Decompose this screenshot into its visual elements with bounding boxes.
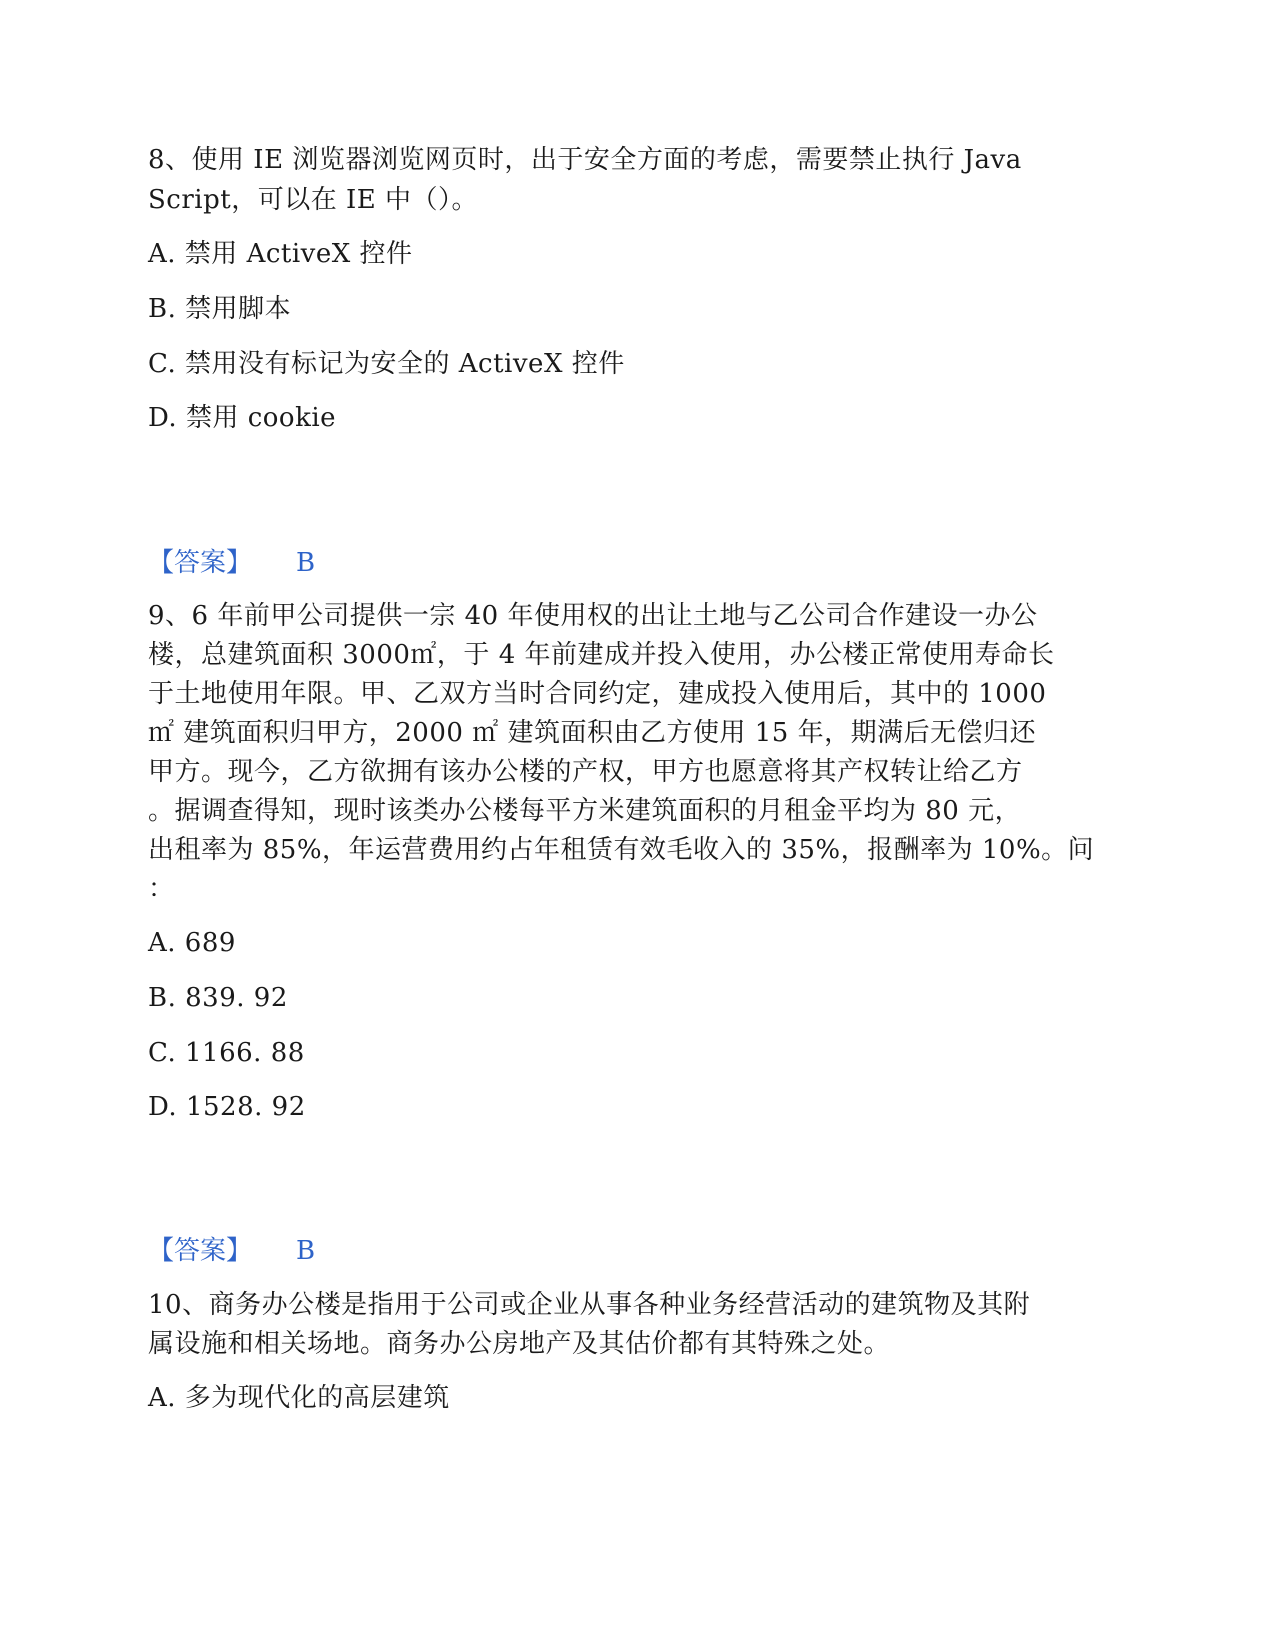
answer-9 [148, 1233, 315, 1269]
answer-9-value: B [296, 1236, 316, 1266]
question-10-option-a: A. 多为现代化的高层建筑 [148, 1383, 450, 1413]
question-9-option-b: B. 839. 92 [148, 983, 288, 1013]
question-8-option-b: B. 禁用脚本 [148, 294, 292, 324]
question-9-line-6: 。据调查得知，现时该类办公楼每平方米建筑面积的月租金平均为 80 元， [148, 796, 1022, 826]
answer-9-label: 【答案】 [148, 1236, 253, 1266]
question-8-option-a: A. 禁用 ActiveX 控件 [148, 239, 413, 269]
question-9-line-4: ㎡ 建筑面积归甲方，2000 ㎡ 建筑面积由乙方使用 15 年，期满后无偿归还 [148, 718, 1037, 748]
question-9-line-1: 9、6 年前甲公司提供一宗 40 年使用权的出让土地与乙公司合作建设一办公 [148, 601, 1038, 631]
question-9-line-8: ： [148, 874, 175, 904]
question-8-option-c: C. 禁用没有标记为安全的 ActiveX 控件 [148, 349, 625, 379]
question-8-line-1: 8、使用 IE 浏览器浏览网页时，出于安全方面的考虑，需要禁止执行 Java [148, 145, 1022, 175]
question-10-line-2: 属设施和相关场地。商务办公房地产及其估价都有其特殊之处。 [148, 1329, 891, 1359]
answer-8-value: B [296, 548, 316, 578]
question-9-line-5: 甲方。现今，乙方欲拥有该办公楼的产权，甲方也愿意将其产权转让给乙方 [148, 757, 1023, 787]
question-9-option-c: C. 1166. 88 [148, 1038, 305, 1068]
answer-8-label: 【答案】 [148, 548, 253, 578]
question-8-option-d: D. 禁用 cookie [148, 403, 337, 433]
question-9-option-a: A. 689 [148, 928, 236, 958]
question-9-line-7: 出租率为 85%，年运营费用约占年租赁有效毛收入的 35%，报酬率为 10%。问 [148, 835, 1095, 865]
question-10-line-1: 10、商务办公楼是指用于公司或企业从事各种业务经营活动的建筑物及其附 [148, 1290, 1031, 1320]
question-9-line-3: 于土地使用年限。甲、乙双方当时合同约定，建成投入使用后，其中的 1000 [148, 679, 1047, 709]
answer-8 [148, 545, 315, 581]
question-9-line-2: 楼，总建筑面积 3000㎡，于 4 年前建成并投入使用，办公楼正常使用寿命长 [148, 640, 1055, 670]
question-8-line-2: Script，可以在 IE 中（）。 [148, 185, 478, 215]
question-9-option-d: D. 1528. 92 [148, 1092, 306, 1122]
